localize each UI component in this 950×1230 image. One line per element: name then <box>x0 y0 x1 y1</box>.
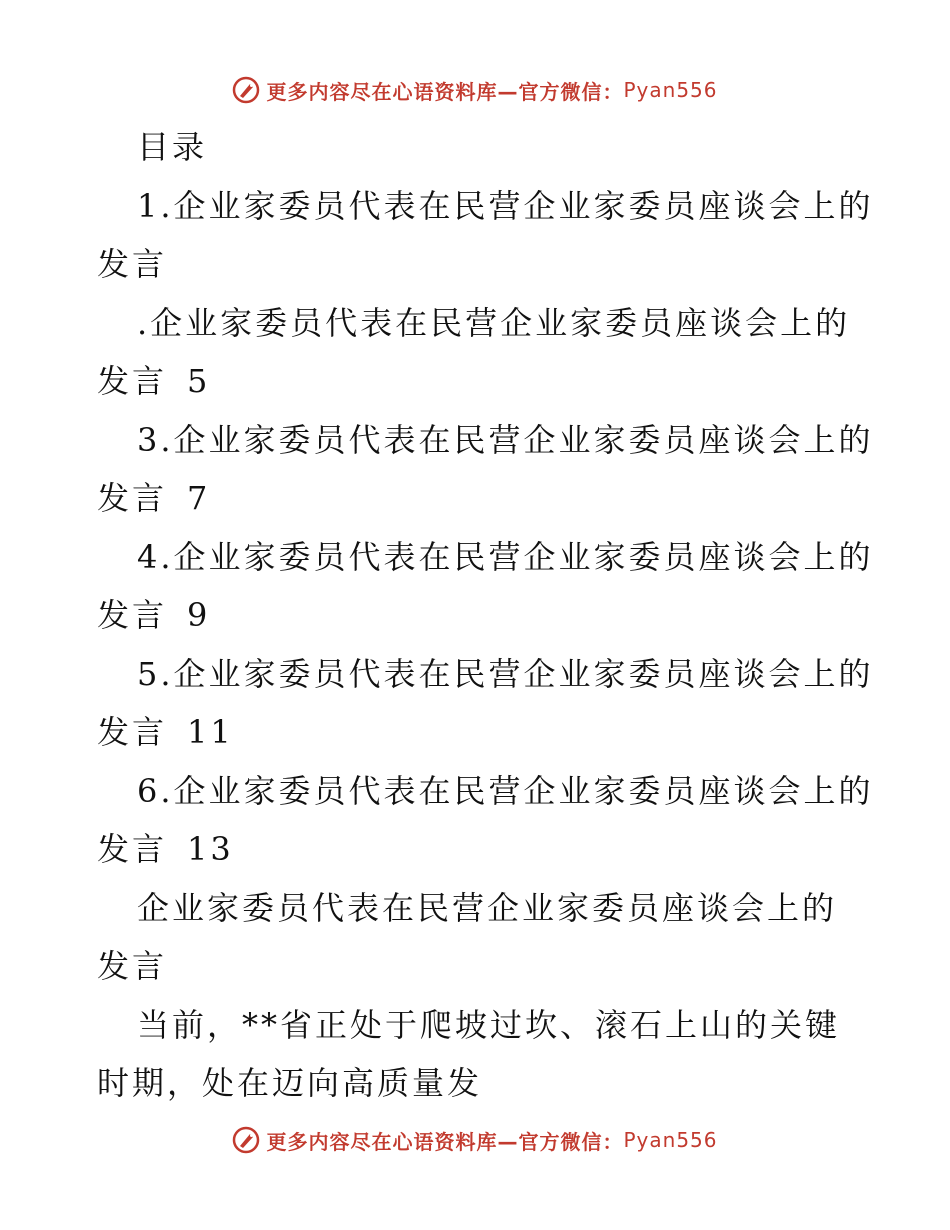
watermark-wechat-id: Pyan556 <box>623 78 718 102</box>
toc-entry-number: 6. <box>137 771 174 810</box>
toc-entry <box>97 294 857 411</box>
toc-entry-number: 3. <box>137 420 174 459</box>
toc-entry-number: 1. <box>137 186 174 225</box>
watermark-wechat-id: Pyan556 <box>623 1128 718 1152</box>
watermark-text: 更多内容尽在心语资料库—官方微信： <box>266 79 624 104</box>
toc-entry-page: 5 <box>187 362 211 400</box>
toc-entry-title-cont: 发言 <box>97 479 168 517</box>
toc-entry-title: 企业家委员代表在民营企业家委员座谈会上的 <box>173 420 874 459</box>
header-watermark <box>0 70 950 110</box>
toc-entry <box>97 177 874 294</box>
toc-entry-title: 企业家委员代表在民营企业家委员座谈会上的 <box>173 654 874 693</box>
toc-entry-number: . <box>137 303 151 342</box>
document-body <box>97 118 874 1113</box>
toc-entry-number: 5. <box>137 654 174 693</box>
toc-entry-title-cont: 发言 <box>97 245 168 283</box>
article-body: 当前，**省正处于爬坡过坎、滚石上山的关键时期，处在迈向高质量发 <box>97 1005 841 1102</box>
toc-entry-title: 企业家委员代表在民营企业家委员座谈会上的 <box>173 771 874 810</box>
toc-entry <box>97 411 874 528</box>
toc-entry-title: 企业家委员代表在民营企业家委员座谈会上的 <box>173 186 874 225</box>
toc-entry-title-cont: 发言 <box>97 362 168 400</box>
toc-entry-page: 9 <box>187 596 211 634</box>
toc-entry <box>97 762 874 879</box>
article-title: 企业家委员代表在民营企业家委员座谈会上的发言 <box>97 888 838 985</box>
watermark-text: 更多内容尽在心语资料库—官方微信： <box>266 1129 624 1154</box>
toc-entry-title-cont: 发言 <box>97 713 168 751</box>
toc-entry-title-cont: 发言 <box>97 596 168 634</box>
toc-entry <box>97 528 874 645</box>
toc-entry-title-cont: 发言 <box>97 830 168 868</box>
toc-entry <box>97 645 874 762</box>
toc-entry-page: 13 <box>187 830 234 868</box>
footer-watermark <box>0 1120 950 1160</box>
toc-heading: 目录 <box>137 128 208 166</box>
pen-nib-logo-icon <box>232 76 260 104</box>
toc-entry-page: 7 <box>187 479 211 517</box>
toc-entry-title: 企业家委员代表在民营企业家委员座谈会上的 <box>150 303 851 342</box>
toc-entry-title: 企业家委员代表在民营企业家委员座谈会上的 <box>173 537 874 576</box>
toc-entry-number: 4. <box>137 537 174 576</box>
toc-entry-page: 11 <box>187 713 234 751</box>
pen-nib-logo-icon <box>232 1126 260 1154</box>
